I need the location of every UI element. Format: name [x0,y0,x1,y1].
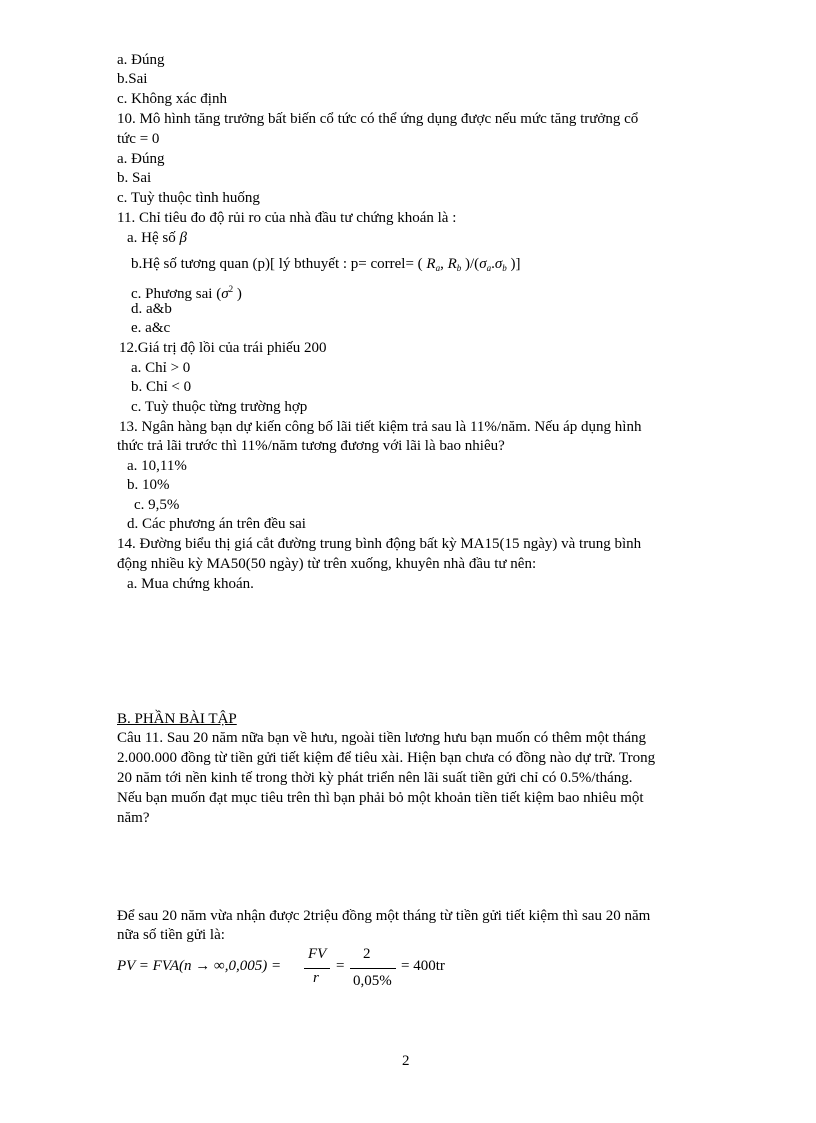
answer-text: b.Hệ số tương quan (p)[ lý bthuyết : p= correl= ( [131,256,423,272]
r-b-symbol: R [447,256,457,272]
fraction-numerator: FV [308,946,327,962]
answer-text-end: )] [510,256,521,272]
answer-a: a. Mua chứng khoán. [127,576,254,592]
answer-b [131,255,521,278]
fraction-denominator: r [313,970,319,986]
beta-symbol: β [179,230,187,246]
answer-text: c. Phương sai ( [131,286,222,302]
exercise-paragraph: năm? [117,810,150,826]
answer-a: a. Đúng [117,151,165,167]
question-12: 12.Giá trị độ lồi của trái phiếu 200 [119,340,327,356]
equals-sign: = [336,958,345,974]
answer-d: d. Các phương án trên đều sai [127,516,306,532]
section-heading: B. PHẦN BÀI TẬP [117,711,237,727]
fraction-denominator: 0,05% [353,973,392,989]
sigma-symbol: σ [221,286,229,302]
answer-text: a. Hệ số [127,230,176,246]
subscript-a: a [486,263,492,273]
sigma-a-symbol: σ [479,256,487,272]
question-14: 14. Đường biểu thị giá cắt đường trung bình động bất kỳ MA15(15 ngày) và trung bình [117,536,642,552]
answer-a: a. Chỉ > 0 [131,360,191,376]
sigma-b-symbol: σ [494,256,503,272]
question-13: 13. Ngân hàng bạn dự kiến công bố lãi tiết kiệm trả sau là 11%/năm. Nếu áp dụng hình [119,419,642,435]
answer-b: b.Sai [117,71,148,87]
subscript-a: a [435,263,441,273]
question-13-cont: thức trả lãi trước thì 11%/năm tương đương với lãi là bao nhiêu? [117,438,505,454]
answer-b: b. Sai [117,170,152,186]
answer-a: a. Đúng [117,52,165,68]
formula-lhs: PV = FVA(n → ∞,0,005) = [117,958,282,974]
exercise-paragraph: Nếu bạn muốn đạt mục tiêu trên thì bạn phải bỏ một khoản tiền tiết kiệm bao nhiêu một [117,790,644,806]
exercise-paragraph: 20 năm tới nền kinh tế trong thời kỳ phát triển nên lãi suất tiền gửi chỉ có 0.5%/tháng. [117,770,633,786]
r-a-symbol: R [426,256,436,272]
exercise-paragraph: Câu 11. Sau 20 năm nữa bạn về hưu, ngoài tiền lương hưu bạn muốn có thêm một tháng [117,730,646,746]
answer-c: c. 9,5% [134,497,180,513]
question-11: 11. Chỉ tiêu đo độ rủi ro của nhà đầu tư chứng khoán là : [117,210,457,226]
question-10-cont: tức = 0 [117,131,160,147]
answer-d: d. a&b [131,301,172,317]
subscript-b: b [502,263,507,273]
solution-text: nữa số tiền gửi là: [117,927,225,943]
answer-text-mid: )/( [465,256,480,272]
fraction-bar [350,968,396,969]
answer-c: c. Tuỳ thuộc từng trường hợp [131,399,308,415]
subscript-b: b [456,263,462,273]
answer-text-end: ) [236,286,242,302]
exponent: 2 [228,284,234,294]
answer-c: c. Không xác định [117,91,227,107]
pv-formula [117,944,537,1014]
exercise-paragraph: 2.000.000 đồng từ tiền gửi tiết kiệm để tiêu xài. Hiện bạn chưa có đồng nào dự trữ. Trong [117,750,656,766]
dot: . [491,256,495,272]
fraction-numerator: 2 [363,946,371,962]
answer-e: e. a&c [131,320,171,336]
comma: , [440,256,448,272]
answer-b: b. Chỉ < 0 [131,379,192,395]
answer-a: a. 10,11% [127,458,187,474]
question-10: 10. Mô hình tăng trưởng bất biến cổ tức có thể ứng dụng được nếu mức tăng trưởng cổ [117,111,639,127]
answer-a [127,229,187,248]
formula-result: = 400tr [401,958,445,974]
page-number: 2 [402,1053,410,1069]
question-14-cont: động nhiều kỳ MA50(50 ngày) từ trên xuống, khuyên nhà đầu tư nên: [117,556,537,572]
answer-b: b. 10% [127,477,170,493]
answer-c: c. Tuỳ thuộc tình huống [117,190,260,206]
solution-text: Để sau 20 năm vừa nhận được 2triệu đồng một tháng từ tiền gửi tiết kiệm thì sau 20 năm [117,908,651,924]
fraction-bar [304,968,330,969]
